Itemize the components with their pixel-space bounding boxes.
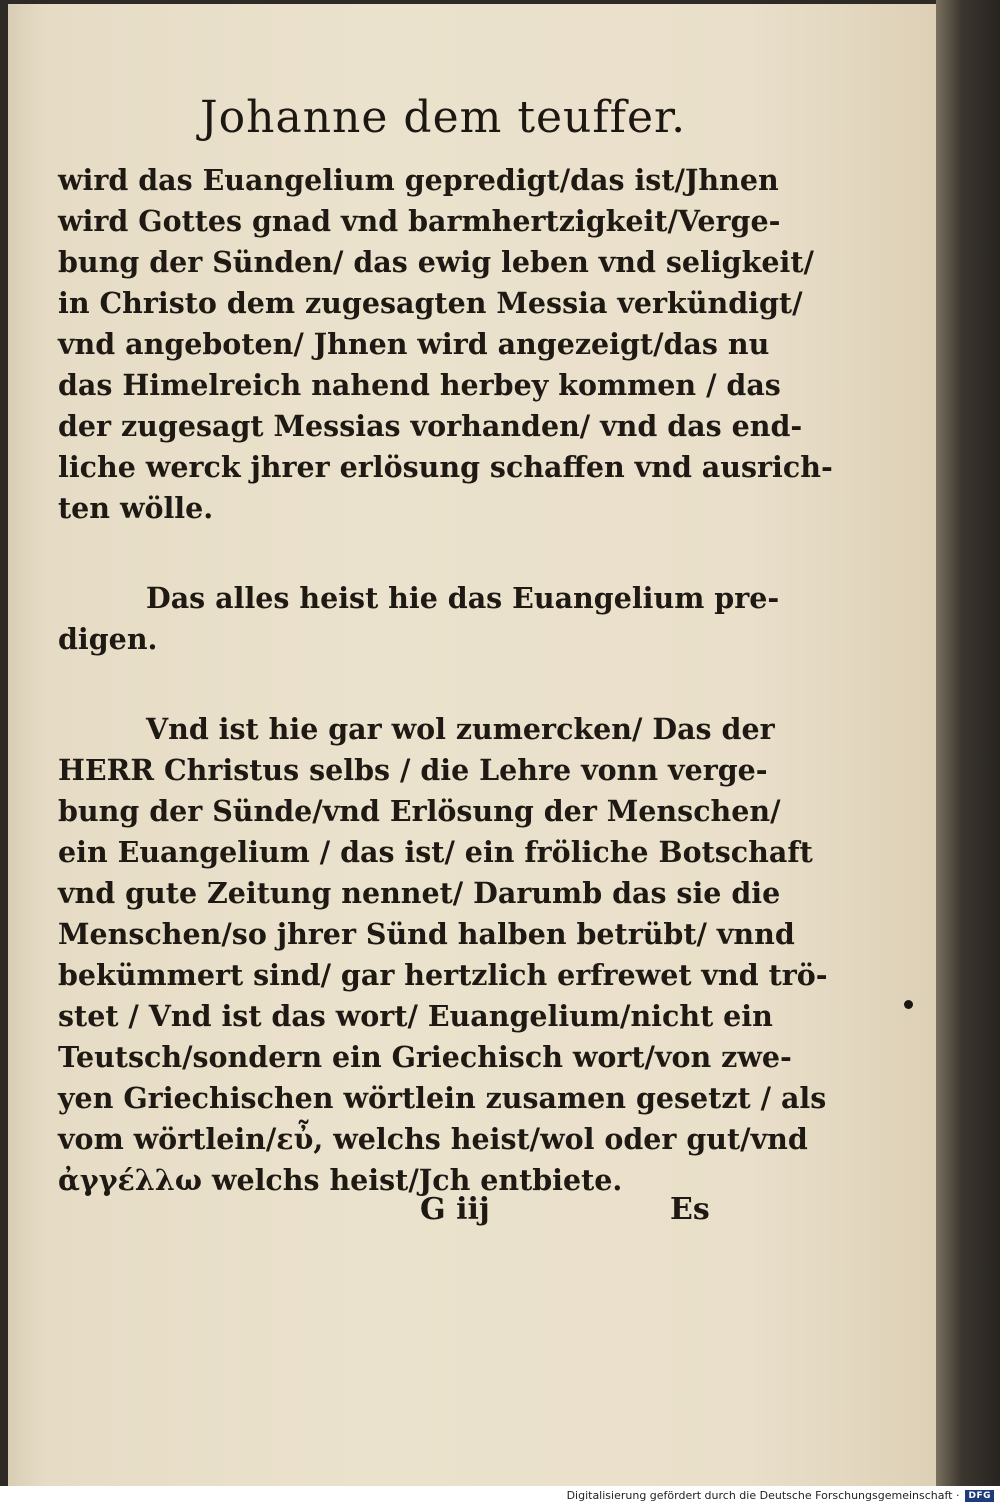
text-line: bekümmert sind/ gar hertzlich erfrewet vnd trö-: [58, 958, 828, 992]
text-line: ein Euangelium / das ist/ ein fröliche Botschaft: [58, 835, 813, 869]
text-line: Menschen/so jhrer Sünd halben betrübt/ vnnd: [58, 917, 795, 951]
text-line: Das alles heist hie das Euangelium pre-: [146, 581, 780, 615]
text-line: stet / Vnd ist das wort/ Euangelium/nicht ein: [58, 999, 773, 1033]
text-line: ten wölle.: [58, 491, 214, 525]
text-line: in Christo dem zugesagten Messia verkündigt/: [58, 286, 803, 320]
text-line: bung der Sünden/ das ewig leben vnd seligkeit/: [58, 245, 814, 279]
text-line: liche werck jhrer erlösung schaffen vnd ausrich-: [58, 450, 833, 484]
text-line: Teutsch/sondern ein Griechisch wort/von zwe-: [58, 1040, 792, 1074]
credit-text: Digitalisierung gefördert durch die Deutsche Forschungsgemeinschaft ·: [566, 1489, 960, 1502]
signature-mark: G iij: [420, 1192, 490, 1227]
text-line: digen.: [58, 622, 158, 656]
text-line: wird das Euangelium gepredigt/das ist/Jhnen: [58, 163, 779, 197]
catchword: Es: [670, 1192, 710, 1227]
body-text: [58, 160, 833, 1201]
dfg-logo: DFG: [965, 1490, 994, 1502]
running-head: Johanne dem teuffer.: [200, 92, 687, 143]
text-line: vom wörtlein/εὖ, welchs heist/wol oder gut/vnd: [58, 1122, 808, 1156]
text-line: vnd gute Zeitung nennet/ Darumb das sie die: [58, 876, 781, 910]
text-line: das Himelreich nahend herbey kommen / das: [58, 368, 781, 402]
digitization-credit: [567, 1487, 994, 1504]
text-line: ἀγγέλλω welchs heist/Jch entbiete.: [58, 1163, 623, 1197]
text-line: yen Griechischen wörtlein zusamen gesetzt / als: [58, 1081, 827, 1115]
paragraph-1: [58, 160, 833, 529]
text-line: bung der Sünde/vnd Erlösung der Menschen/: [58, 794, 781, 828]
text-line: vnd angeboten/ Jhnen wird angezeigt/das nu: [58, 327, 770, 361]
text-line: Vnd ist hie gar wol zumercken/ Das der: [146, 712, 775, 746]
ink-dot: [904, 1000, 913, 1009]
text-line: wird Gottes gnad vnd barmhertzigkeit/Verge-: [58, 204, 781, 238]
text-line: HERR Christus selbs / die Lehre vonn verge-: [58, 753, 768, 787]
paragraph-3: [58, 709, 828, 1201]
page-footer: [58, 1192, 738, 1238]
page-edge-shadow: [936, 0, 1000, 1486]
text-line: der zugesagt Messias vorhanden/ vnd das end-: [58, 409, 803, 443]
paragraph-2: [58, 578, 780, 660]
